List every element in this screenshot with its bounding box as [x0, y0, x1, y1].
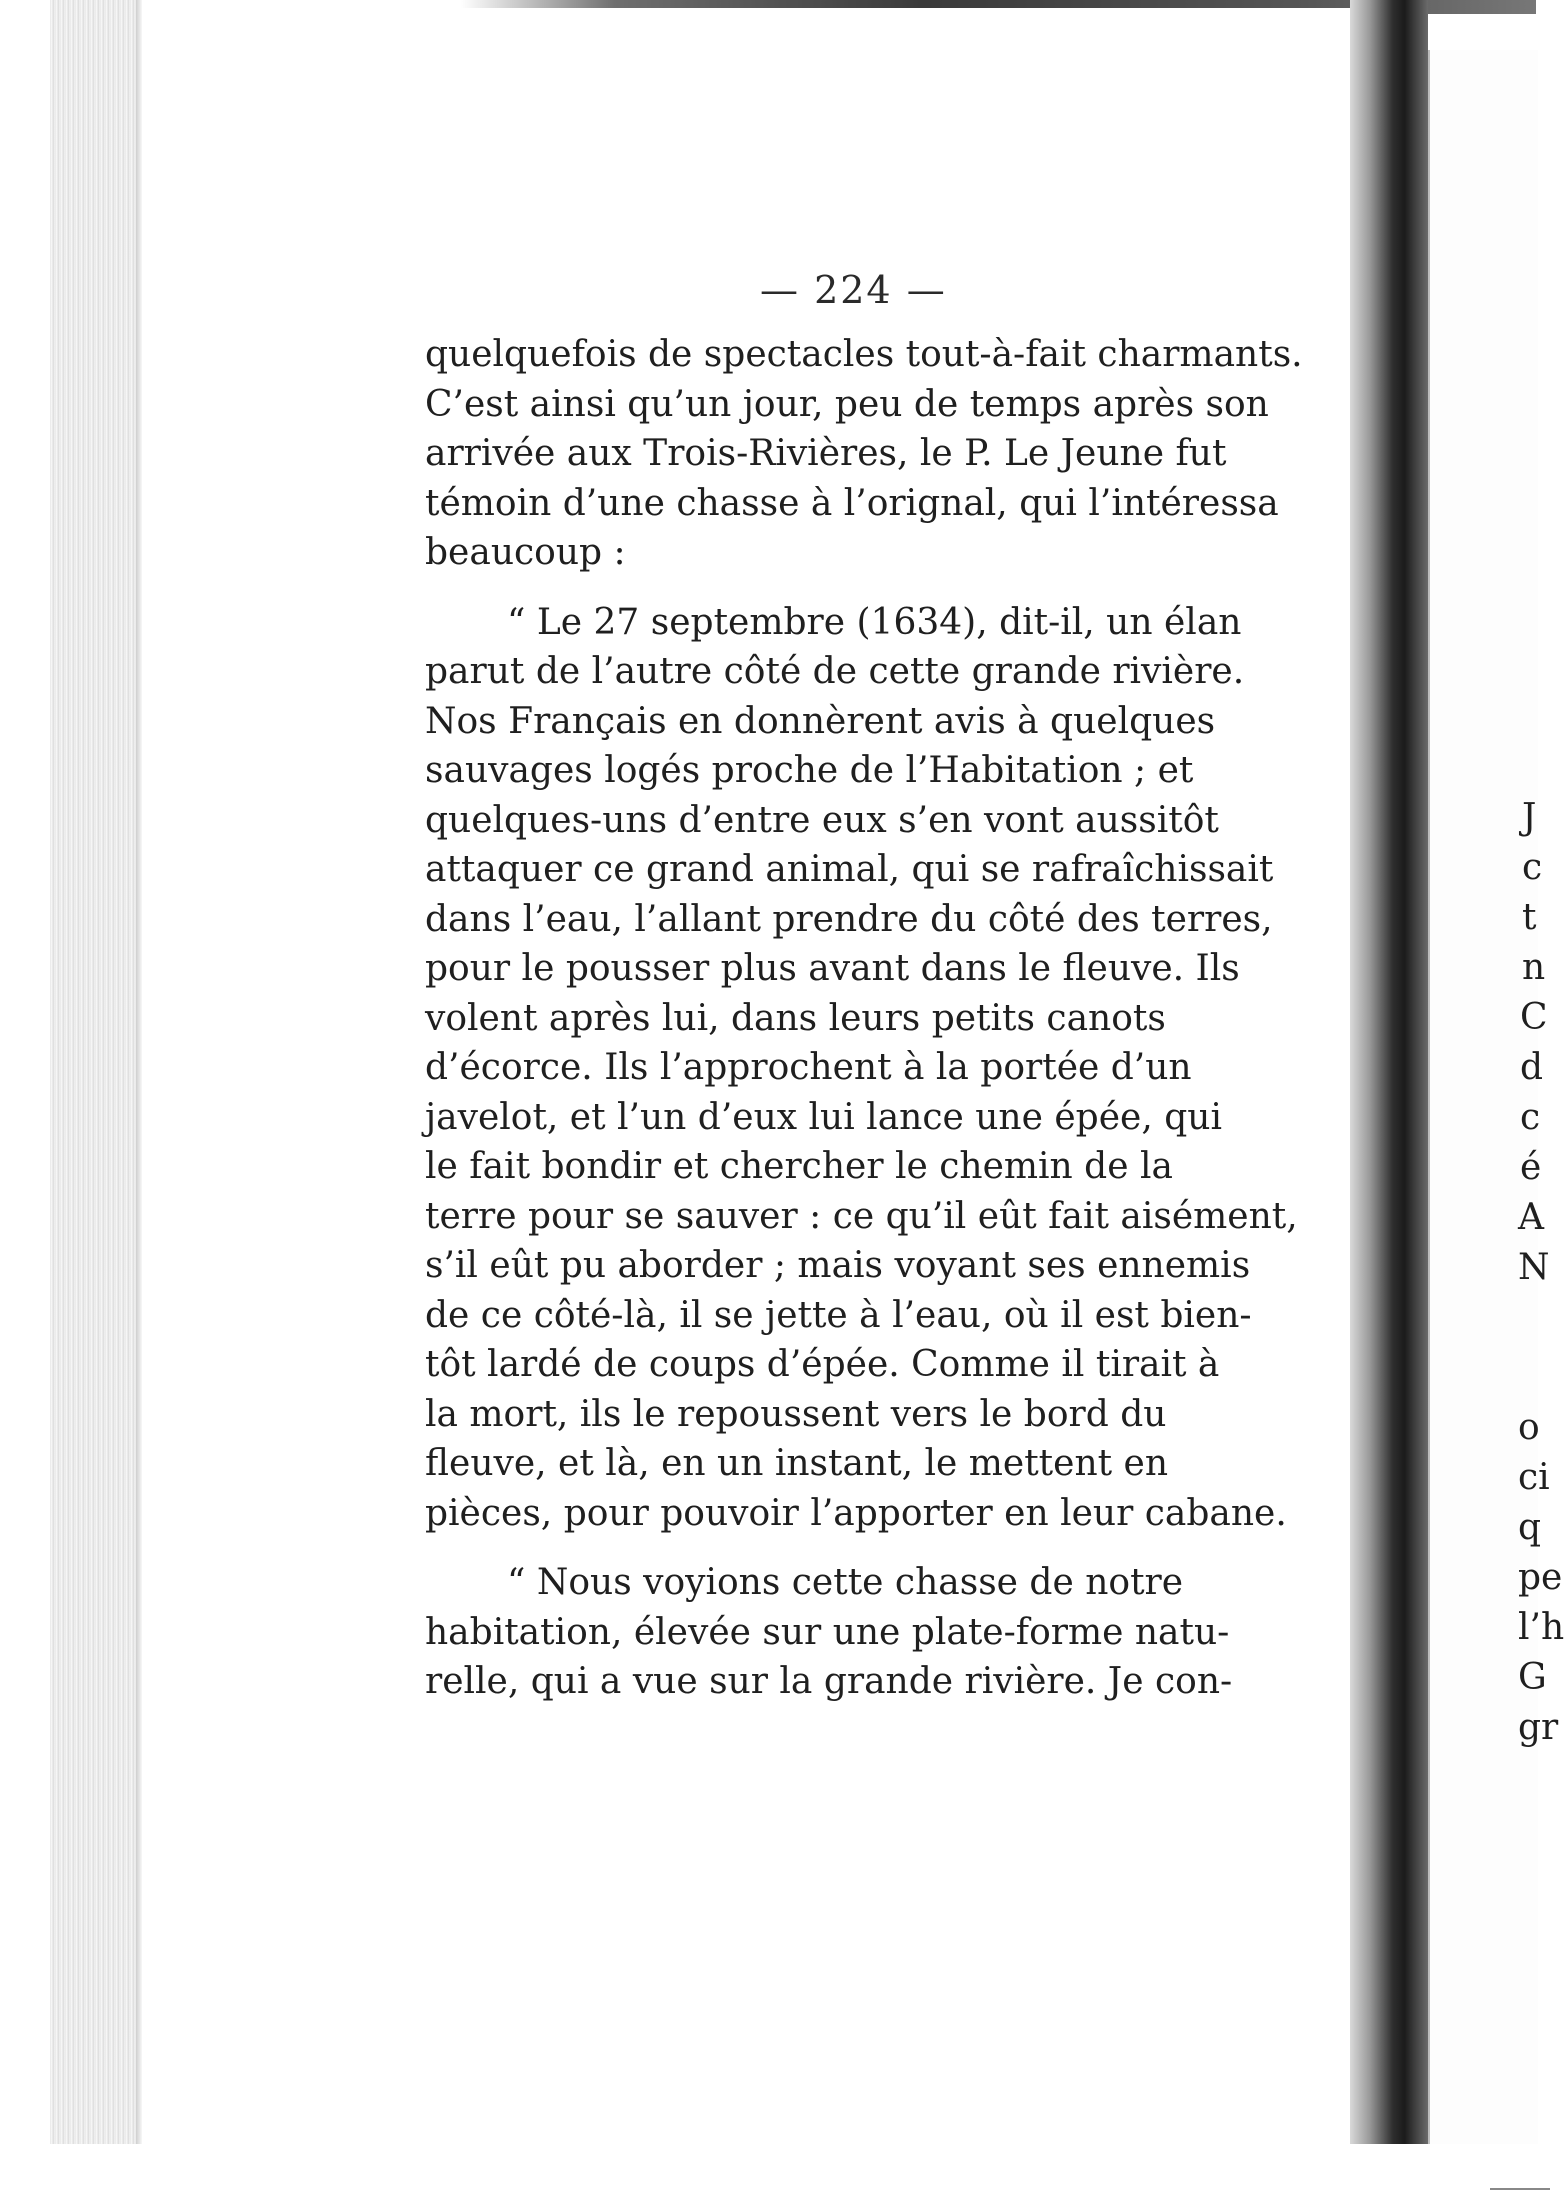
paragraph-gap [425, 1538, 1285, 1558]
text-line: arrivée aux Trois-Rivières, le P. Le Jeune fut [425, 433, 1227, 474]
facing-fragment: N [1518, 1247, 1550, 1288]
text-line: de ce côté-là, il se jette à l’eau, où il est bien- [425, 1294, 1252, 1336]
text-line: le fait bondir et chercher le chemin de la [425, 1146, 1173, 1187]
facing-fragment: o [1518, 1407, 1540, 1448]
text-line: attaquer ce grand animal, qui se rafraîchissait [425, 849, 1274, 890]
text-line: fleuve, et là, en un instant, le mettent en [425, 1443, 1169, 1484]
text-line: quelquefois de spectacles tout-à-fait charmants. [425, 334, 1303, 375]
facing-fragment: pe [1518, 1557, 1563, 1598]
facing-fragment: t [1522, 897, 1537, 938]
page-body [425, 330, 1303, 1707]
text-line: habitation, élevée sur une plate-forme natu- [425, 1611, 1230, 1653]
paragraph-gap [425, 578, 1285, 598]
text-line: volent après lui, dans leurs petits canots [425, 997, 1166, 1039]
text-line: tôt lardé de coups d’épée. Comme il tirait à [425, 1344, 1220, 1385]
facing-fragment: d [1520, 1047, 1544, 1088]
text-line: dans l’eau, l’allant prendre du côté des terres, [425, 898, 1273, 940]
page-stack-edge [50, 0, 142, 2144]
text-line: témoin d’une chasse à l’orignal, qui l’intéressa [425, 482, 1279, 524]
page-number: — 224 — [760, 268, 947, 312]
text-line: “ Nous voyions cette chasse de notre [507, 1562, 1184, 1603]
text-line: pièces, pour pouvoir l’apporter en leur cabane. [425, 1492, 1287, 1534]
book-gutter [1350, 0, 1428, 2144]
facing-fragment: ci [1518, 1457, 1550, 1498]
facing-fragment: c [1520, 1097, 1541, 1138]
text-line: beaucoup : [425, 532, 626, 573]
text-line: pour le pousser plus avant dans le fleuve. Ils [425, 948, 1240, 989]
facing-fragment: n [1522, 947, 1546, 988]
text-line: parut de l’autre côté de cette grande rivière. [425, 651, 1245, 692]
facing-fragment: J [1522, 797, 1537, 838]
text-line: relle, qui a vue sur la grande rivière. Je con- [425, 1661, 1233, 1702]
facing-fragment: c [1522, 847, 1543, 888]
facing-fragment: é [1520, 1147, 1542, 1188]
text-line: C’est ainsi qu’un jour, peu de temps après son [425, 383, 1269, 425]
facing-fragment: gr [1518, 1707, 1559, 1748]
facing-fragment: A [1518, 1197, 1544, 1238]
facing-fragment: C [1520, 997, 1548, 1038]
text-line: terre pour se sauver : ce qu’il eût fait aisément, [425, 1195, 1298, 1237]
text-line: javelot, et l’un d’eux lui lance une épée, qui [425, 1096, 1222, 1138]
facing-fragment: G [1518, 1657, 1547, 1698]
text-line: “ Le 27 septembre (1634), dit-il, un élan [507, 601, 1242, 643]
text-line: Nos Français en donnèrent avis à quelques [425, 700, 1216, 742]
facing-page [1428, 50, 1564, 2144]
facing-fragment: l’h [1518, 1607, 1564, 1648]
text-line: d’écorce. Ils l’approchent à la portée d’un [425, 1047, 1192, 1088]
facing-fragment: q [1518, 1507, 1542, 1548]
text-line: s’il eût pu aborder ; mais voyant ses ennemis [425, 1245, 1251, 1286]
text-line: quelques-uns d’entre eux s’en vont aussitôt [425, 799, 1219, 841]
text-line: sauvages logés proche de l’Habitation ; et [425, 750, 1194, 791]
text-line: la mort, ils le repoussent vers le bord du [425, 1393, 1167, 1435]
